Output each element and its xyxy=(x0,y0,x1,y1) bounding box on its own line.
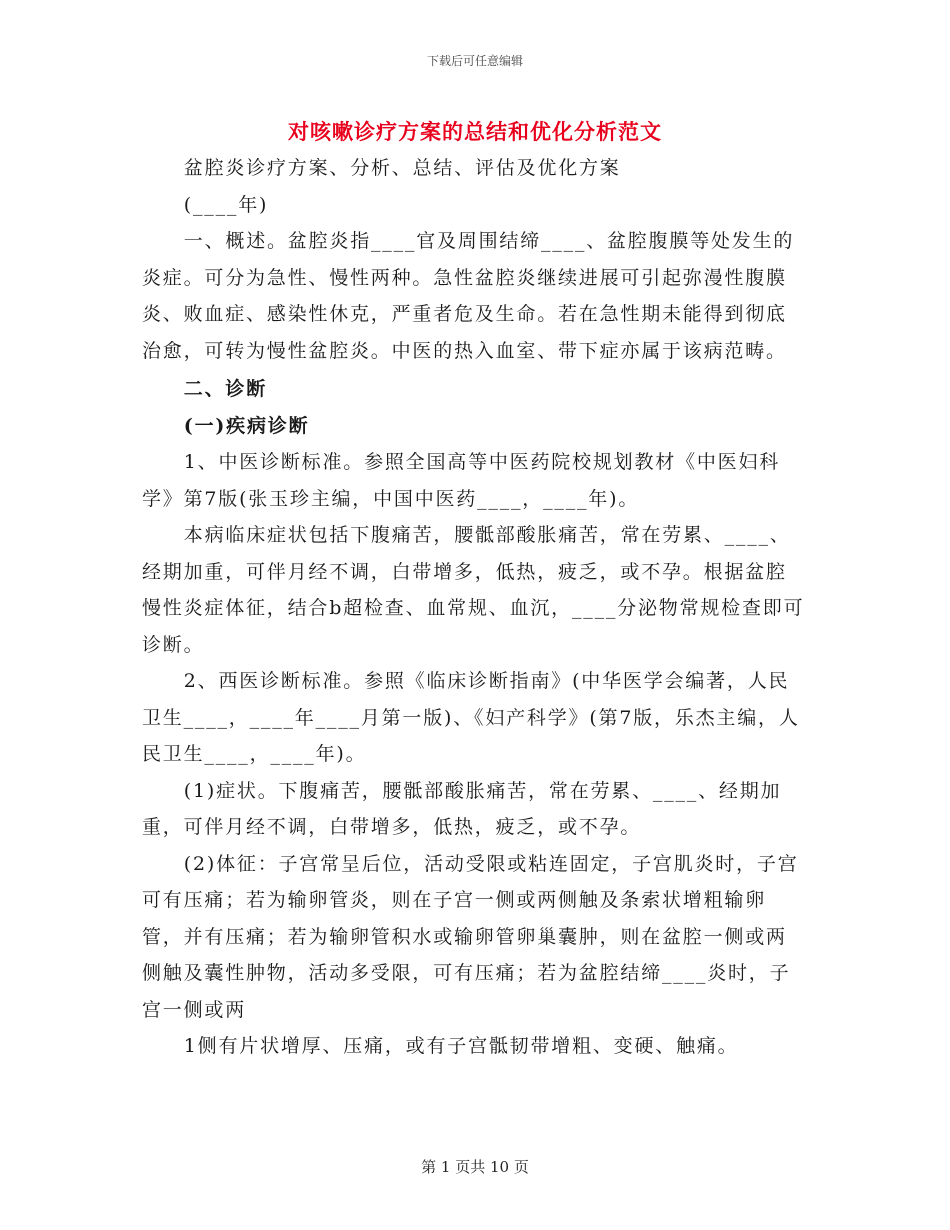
page-header-note: 下载后可任意编辑 xyxy=(426,54,523,68)
paragraph-tcm-standard: 1、中医诊断标准。参照全国高等中医药院校规划教材《中医妇科学》第7版(张玉珍主编，中国中医药____，____年)。 xyxy=(142,451,781,510)
paragraph-western-standard: 2、西医诊断标准。参照《临床诊断指南》(中华医学会编著，人民卫生____，____年____月第一版)、《妇产科学》(第7版，乐杰主编，人民卫生____，____年)。 xyxy=(142,670,800,765)
paragraph-overview: 一、概述。盆腔炎指____官及周围结缔____、盆腔腹膜等处发生的炎症。可分为急性、慢性两种。急性盆腔炎继续进展可引起弥漫性腹膜炎、败血症、感染性休克，严重者危及生命。若在急性期未能得到彻底治愈，可转为慢性盆腔炎。中医的热入血室、带下症亦属于该病范畴。 xyxy=(142,230,795,362)
paragraph-signs: (2)体征：子宫常呈后位，活动受限或粘连固定，子宫肌炎时，子宫可有压痛；若为输卵管炎，则在子宫一侧或两侧触及条索状增粗输卵管，并有压痛；若为输卵管积水或输卵管卵巢囊肿，则在盆腔一侧或两侧触及囊性肿物，活动多受限，可有压痛；若为盆腔结缔____炎时，子宫一侧或两 xyxy=(142,852,799,1021)
paragraph-continuation: 1侧有片状增厚、压痛，或有子宫骶韧带增粗、变硬、触痛。 xyxy=(183,1035,739,1057)
paragraph-symptoms: 本病临床症状包括下腹痛苦，腰骶部酸胀痛苦，常在劳累、____、经期加重，可伴月经不调，白带增多，低热，疲乏，或不孕。根据盆腔慢性炎症体征，结合b超检查、血常规、血沉，____分泌物常规检查即可诊断。 xyxy=(142,524,805,656)
document-body xyxy=(142,150,807,1065)
paragraph-symptom-list: (1)症状。下腹痛苦，腰骶部酸胀痛苦，常在劳累、____、经期加重，可伴月经不调，白带增多，低热，疲乏，或不孕。 xyxy=(142,779,782,838)
heading-disease-diagnosis: (一)疾病诊断 xyxy=(183,414,310,437)
paragraph-year: (____年) xyxy=(183,193,269,216)
document-title: 对咳嗽诊疗方案的总结和优化分析范文 xyxy=(288,119,662,144)
page-number: 第 1 页共 10 页 xyxy=(421,1158,529,1176)
paragraph-subtitle: 盆腔炎诊疗方案、分析、总结、评估及优化方案 xyxy=(183,157,621,179)
heading-diagnosis: 二、诊断 xyxy=(183,378,267,400)
